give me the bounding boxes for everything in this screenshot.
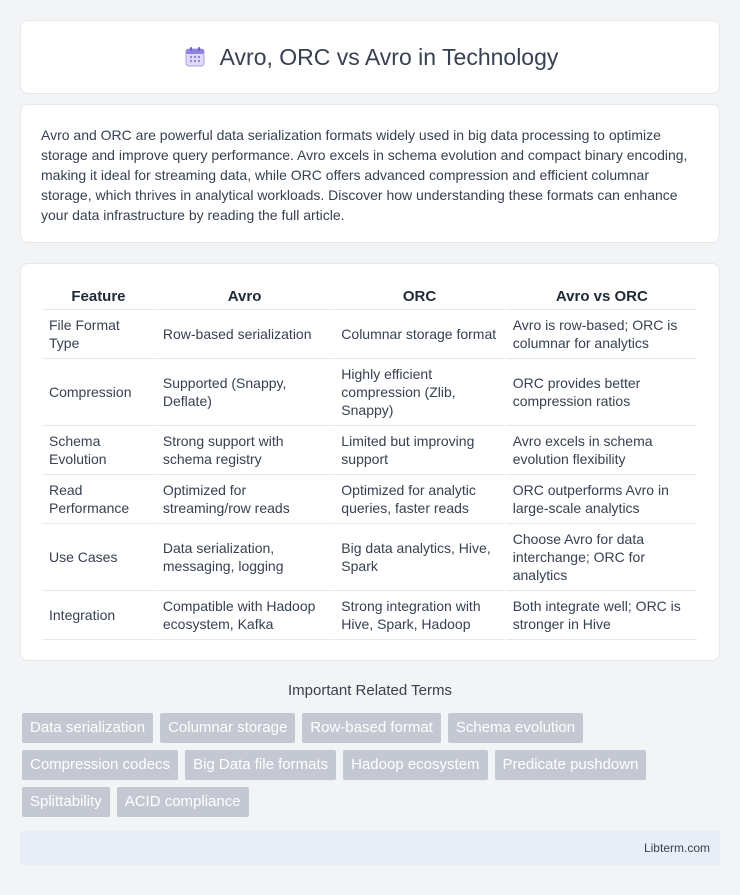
table-cell: Data serialization, messaging, logging: [154, 524, 332, 591]
header-avro-vs-orc: Avro vs ORC: [504, 280, 697, 310]
table-cell: Supported (Snappy, Deflate): [154, 359, 332, 426]
table-cell: Avro is row-based; ORC is columnar for analytics: [504, 310, 697, 359]
table-row: [43, 591, 697, 640]
table-cell: Optimized for streaming/row reads: [154, 475, 332, 524]
related-terms-tags: [22, 713, 722, 817]
table-cell: Avro excels in schema evolution flexibility: [504, 426, 697, 475]
header-feature: Feature: [43, 280, 154, 310]
table-row: [43, 475, 697, 524]
table-cell: Compatible with Hadoop ecosystem, Kafka: [154, 591, 332, 640]
tag-acid-compliance[interactable]: ACID compliance: [117, 787, 249, 817]
page-title: Avro, ORC vs Avro in Technology: [219, 43, 559, 70]
tag-compression-codecs[interactable]: Compression codecs: [22, 750, 178, 780]
table-cell: Highly efficient compression (Zlib, Snappy): [332, 359, 503, 426]
tag-row-based-format[interactable]: Row-based format: [302, 713, 441, 743]
tag-schema-evolution[interactable]: Schema evolution: [448, 713, 583, 743]
table-cell: Choose Avro for data interchange; ORC for analytics: [504, 524, 697, 591]
footer: [20, 831, 720, 865]
table-cell: Row-based serialization: [154, 310, 332, 359]
table-cell: Strong integration with Hive, Spark, Hadoop: [332, 591, 503, 640]
tag-predicate-pushdown[interactable]: Predicate pushdown: [495, 750, 647, 780]
intro-text: Avro and ORC are powerful data serialization formats widely used in big data processing to optimize storage and improve query performance. Avro excels in schema evolution and compact binary encoding, making it ideal for streaming data, while ORC offers advanced compression and efficient columnar storage, which thrives in analytical workloads. Discover how understanding these formats can enhance your data infrastructure by reading the full article.: [41, 127, 688, 223]
table-cell: Big data analytics, Hive, Spark: [332, 524, 503, 591]
header-avro: Avro: [154, 280, 332, 310]
table-cell: Compression: [43, 359, 154, 426]
table-cell: Limited but improving support: [332, 426, 503, 475]
table-cell: Both integrate well; ORC is stronger in Hive: [504, 591, 697, 640]
table-cell: ORC provides better compression ratios: [504, 359, 697, 426]
comparison-table: [43, 280, 697, 640]
footer-site-link[interactable]: Libterm.com: [643, 841, 710, 855]
table-cell: Integration: [43, 591, 154, 640]
table-cell: Strong support with schema registry: [154, 426, 332, 475]
tag-big-data-file-formats[interactable]: Big Data file formats: [185, 750, 336, 780]
table-cell: Optimized for analytic queries, faster reads: [332, 475, 503, 524]
related-terms-title: Important Related Terms: [288, 682, 452, 699]
title-card: [20, 20, 720, 94]
table-cell: Columnar storage format: [332, 310, 503, 359]
tag-splittability[interactable]: Splittability: [22, 787, 110, 817]
tag-columnar-storage[interactable]: Columnar storage: [160, 713, 295, 743]
comparison-table-card: [20, 263, 720, 661]
table-row: [43, 426, 697, 475]
table-cell: Schema Evolution: [43, 426, 154, 475]
intro-card: [20, 104, 720, 243]
tag-data-serialization[interactable]: Data serialization: [22, 713, 153, 743]
table-cell: Use Cases: [43, 524, 154, 591]
table-cell: Read Performance: [43, 475, 154, 524]
header-orc: ORC: [332, 280, 503, 310]
table-row: [43, 359, 697, 426]
table-row: [43, 310, 697, 359]
calendar-icon: [182, 44, 208, 70]
table-header-row: [43, 280, 697, 310]
table-cell: File Format Type: [43, 310, 154, 359]
table-cell: ORC outperforms Avro in large-scale analytics: [504, 475, 697, 524]
tag-hadoop-ecosystem[interactable]: Hadoop ecosystem: [343, 750, 487, 780]
table-row: [43, 524, 697, 591]
